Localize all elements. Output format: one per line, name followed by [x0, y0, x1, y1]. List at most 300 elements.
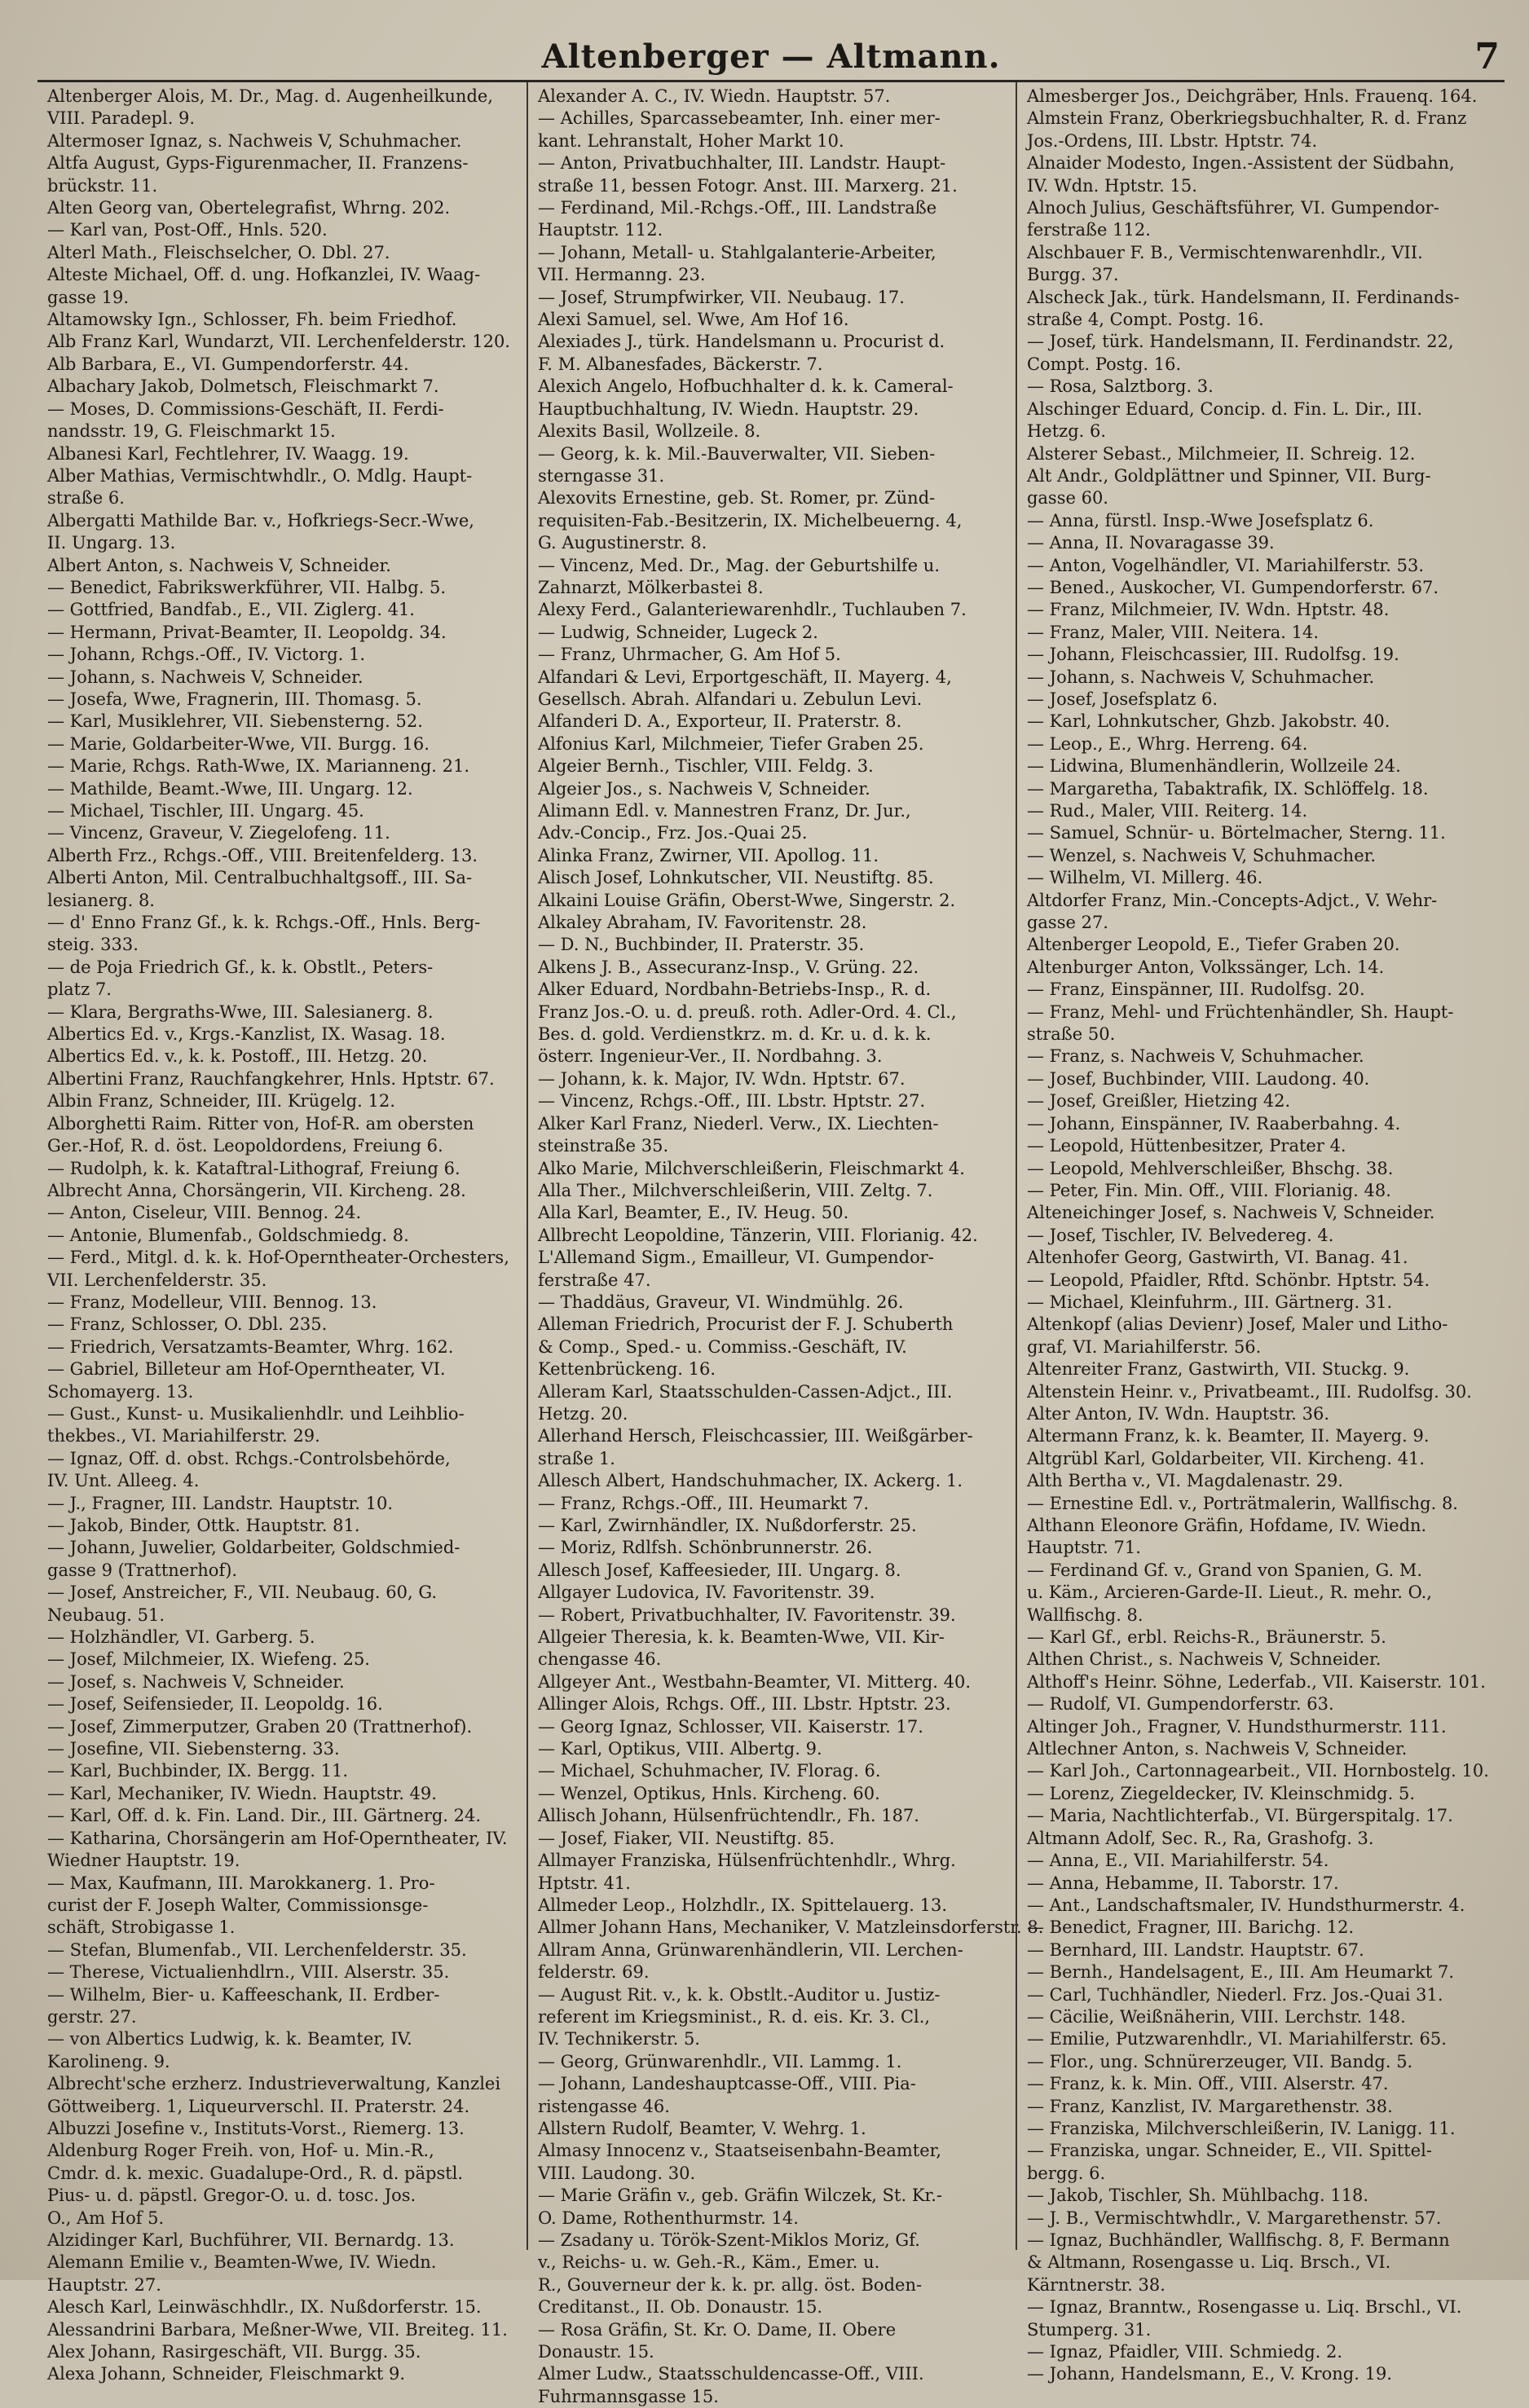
directory-entry-line: — Johann, Fleischcassier, III. Rudolfsg. 19.: [1026, 645, 1399, 665]
directory-entry-line: — Karl, Optikus, VIII. Albertg. 9.: [537, 1739, 822, 1759]
directory-entry-line: Franz Jos.-O. u. d. preuß. roth. Adler-Ord. 4. Cl.,: [537, 1001, 957, 1022]
directory-entry-line: VII. Hermanng. 23.: [537, 265, 706, 285]
directory-entry-line: — Georg, Grünwarenhdlr., VII. Lammg. 1.: [537, 2051, 902, 2071]
directory-entry-line: — Flor., ung. Schnürerzeuger, VII. Bandg. 5.: [1026, 2051, 1413, 2071]
directory-entry-line: thekbes., VI. Mariahilferstr. 29.: [47, 1426, 320, 1446]
directory-entry-line: Althoff's Heinr. Söhne, Lederfab., VII. Kaiserstr. 101.: [1026, 1671, 1486, 1692]
directory-entry-line: — Josef, Zimmerputzer, Graben 20 (Trattnerhof).: [47, 1716, 473, 1737]
directory-entry-line: IV. Wdn. Hptstr. 15.: [1026, 175, 1197, 196]
directory-entry-line: — Robert, Privatbuchhalter, IV. Favoritenstr. 39.: [537, 1605, 956, 1625]
directory-entry-line: Fuhrmannsgasse 15.: [537, 2386, 719, 2406]
directory-entry-line: — Franz, Uhrmacher, G. Am Hof 5.: [537, 645, 841, 665]
directory-entry-line: — d' Enno Franz Gf., k. k. Rchgs.-Off., Hnls. Berg-: [47, 913, 481, 933]
directory-entry-line: Allesch Albert, Handschuhmacher, IX. Ackerg. 1.: [537, 1471, 963, 1491]
directory-entry-line: — Marie, Goldarbeiter-Wwe, VII. Burgg. 16.: [47, 733, 430, 754]
directory-entry-line: — Wilhelm, VI. Millerg. 46.: [1026, 868, 1263, 888]
directory-entry-line: — Lorenz, Ziegeldecker, IV. Kleinschmidg. 5.: [1026, 1783, 1416, 1803]
directory-entry-line: steinstraße 35.: [537, 1136, 669, 1156]
directory-entry-line: G. Augustinerstr. 8.: [537, 533, 707, 553]
directory-entry-line: — Cäcilie, Weißnäherin, VIII. Lerchstr. 148.: [1026, 2006, 1406, 2027]
directory-entry-line: Altdorfer Franz, Min.-Concepts-Adjct., V. Wehr-: [1026, 890, 1438, 910]
directory-entry-line: — Franz, Rchgs.-Off., III. Heumarkt 7.: [537, 1493, 870, 1513]
directory-entry-line: Alinka Franz, Zwirner, VII. Apollog. 11.: [537, 845, 879, 865]
directory-entry-line: v., Reichs- u. w. Geh.-R., Käm., Emer. u.: [537, 2252, 880, 2273]
directory-entry-line: Ger.-Hof, R. d. öst. Leopoldordens, Freiung 6.: [47, 1136, 443, 1156]
directory-entry-line: — Jakob, Binder, Ottk. Hauptstr. 81.: [47, 1516, 360, 1535]
directory-entry-line: graf, VI. Mariahilferstr. 56.: [1026, 1336, 1262, 1357]
directory-entry-line: — Josef, Seifensieder, II. Leopoldg. 16.: [47, 1694, 383, 1715]
directory-entry-line: — Josef, Josefsplatz 6.: [1026, 689, 1218, 709]
directory-entry-line: Altenburger Anton, Volkssänger, Lch. 14.: [1026, 957, 1385, 977]
directory-entry-line: Albertics Ed. v., k. k. Postoff., III. Hetzg. 20.: [47, 1046, 428, 1067]
directory-entry-line: — Benedict, Fabrikswerkführer, VII. Halbg. 5.: [47, 577, 447, 597]
directory-entry-line: Allesch Josef, Kaffeesieder, III. Ungarg. 8.: [537, 1560, 901, 1580]
directory-entry-line: — Therese, Victualienhdlrn., VIII. Alserstr. 35.: [47, 1962, 450, 1983]
directory-entry-line: — Gust., Kunst- u. Musikalienhdlr. und Leihblio-: [47, 1403, 465, 1424]
directory-entry-line: Compt. Postg. 16.: [1026, 354, 1182, 374]
directory-entry-line: Hauptstr. 112.: [537, 220, 663, 240]
directory-entry-line: Alexi Samuel, sel. Wwe, Am Hof 16.: [537, 310, 849, 330]
directory-entry-line: — Holzhändler, VI. Garberg. 5.: [47, 1627, 315, 1648]
directory-entry-line: Alborghetti Raim. Ritter von, Hof-R. am obersten: [47, 1113, 474, 1134]
directory-entry-line: gasse 60.: [1026, 488, 1108, 508]
directory-entry-line: — Carl, Tuchhändler, Niederl. Frz. Jos.-Quai 31.: [1026, 1984, 1443, 2005]
directory-entry-line: — Hermann, Privat-Beamter, II. Leopoldg. 34.: [47, 622, 447, 642]
directory-entry-line: Altfa August, Gyps-Figurenmacher, II. Franzens-: [47, 153, 469, 174]
directory-entry-line: Allgeier Theresia, k. k. Beamten-Wwe, VII. Kir-: [537, 1627, 945, 1648]
directory-entry-line: Altgrübl Karl, Goldarbeiter, VII. Kircheng. 41.: [1026, 1448, 1425, 1468]
directory-entry-line: Alla Karl, Beamter, E., IV. Heug. 50.: [537, 1203, 849, 1223]
directory-entry-line: — Katharina, Chorsängerin am Hof-Operntheater, IV.: [47, 1828, 508, 1848]
directory-entry-line: — Ernestine Edl. v., Porträtmalerin, Wallfischg. 8.: [1026, 1493, 1458, 1513]
directory-entry-line: Allbrecht Leopoldine, Tänzerin, VIII. Florianig. 42.: [537, 1225, 978, 1245]
directory-entry-line: — Bernh., Handelsagent, E., III. Am Heumarkt 7.: [1026, 1962, 1455, 1983]
directory-entry-line: Alberti Anton, Mil. Centralbuchhaltgsoff., III. Sa-: [47, 868, 473, 888]
directory-entry-line: Alten Georg van, Obertelegrafist, Whrng. 202.: [47, 198, 451, 218]
directory-entry-line: L'Allemand Sigm., Emailleur, VI. Gumpendor-: [537, 1248, 934, 1268]
directory-entry-line: — Maria, Nachtlichterfab., VI. Bürgerspitalg. 17.: [1026, 1806, 1453, 1826]
directory-entry-line: — Josef, Tischler, IV. Belvedereg. 4.: [1026, 1225, 1334, 1245]
directory-entry-line: — Vincenz, Graveur, V. Ziegelofeng. 11.: [47, 823, 390, 843]
directory-entry-line: — Moriz, Rdlfsh. Schönbrunnerstr. 26.: [537, 1538, 873, 1558]
directory-entry-line: Alleram Karl, Staatsschulden-Cassen-Adjct., III.: [537, 1381, 953, 1402]
directory-entry-line: Schomayerg. 13.: [47, 1381, 194, 1402]
column-middle: [527, 82, 1044, 2406]
directory-entry-line: Albert Anton, s. Nachweis V, Schneider.: [47, 555, 391, 575]
directory-entry-line: Albachary Jakob, Dolmetsch, Fleischmarkt 7.: [47, 376, 439, 397]
directory-entry-line: — J., Fragner, III. Landstr. Hauptstr. 10.: [47, 1493, 393, 1513]
directory-entry-line: — Johann, k. k. Major, IV. Wdn. Hptstr. 67.: [537, 1068, 906, 1089]
directory-entry-line: ferstraße 112.: [1026, 220, 1151, 240]
directory-entry-line: — Ferdinand, Mil.-Rchgs.-Off., III. Landstraße: [537, 198, 937, 218]
directory-entry-line: — Vincenz, Med. Dr., Mag. der Geburtshilfe u.: [537, 555, 941, 575]
directory-entry-line: Alesch Karl, Leinwäschhdlr., IX. Nußdorferstr. 15.: [47, 2297, 482, 2318]
directory-entry-line: Karolineng. 9.: [47, 2051, 170, 2071]
directory-entry-line: — D. N., Buchbinder, II. Praterstr. 35.: [537, 935, 865, 955]
directory-entry-line: — Karl van, Post-Off., Hnls. 520.: [47, 220, 328, 240]
directory-entry-line: platz 7.: [47, 979, 112, 1000]
directory-entry-line: Alth Bertha v., VI. Magdalenastr. 29.: [1026, 1471, 1344, 1491]
directory-entry-line: schäft, Strobigasse 1.: [47, 1917, 236, 1938]
directory-entry-line: — Bened., Auskocher, VI. Gumpendorferstr. 67.: [1026, 577, 1439, 597]
directory-entry-line: — Klara, Bergraths-Wwe, III. Salesianerg. 8.: [47, 1001, 434, 1022]
directory-entry-line: — Josefine, VII. Siebensterng. 33.: [47, 1739, 340, 1759]
directory-entry-line: Alzidinger Karl, Buchführer, VII. Bernardg. 13.: [47, 2230, 455, 2250]
directory-entry-line: Almasy Innocenz v., Staatseisenbahn-Beamter,: [537, 2141, 942, 2161]
directory-entry-line: — Johann, Einspänner, IV. Raaberbahng. 4.: [1026, 1113, 1401, 1134]
directory-entry-line: Alfonius Karl, Milchmeier, Tiefer Graben 25.: [537, 733, 924, 754]
directory-entry-line: — Gottfried, Bandfab., E., VII. Ziglerg. 41.: [47, 600, 415, 620]
directory-entry-line: u. Käm., Arcieren-Garde-II. Lieut., R. mehr. O.,: [1026, 1583, 1432, 1603]
directory-entry-line: — Karl, Off. d. k. Fin. Land. Dir., III. Gärtnerg. 24.: [47, 1806, 482, 1826]
directory-entry-line: — Josef, Greißler, Hietzing 42.: [1026, 1091, 1291, 1112]
directory-entry-line: — Ant., Landschaftsmaler, IV. Hundsthurmerstr. 4.: [1026, 1895, 1465, 1915]
directory-entry-line: & Comp., Sped.- u. Commiss.-Geschäft, IV.: [537, 1336, 907, 1357]
directory-entry-line: — Anton, Privatbuchhalter, III. Landstr. Haupt-: [537, 153, 946, 174]
directory-entry-line: Alla Ther., Milchverschleißerin, VIII. Zeltg. 7.: [537, 1180, 933, 1200]
directory-entry-line: — Ignaz, Buchhändler, Wallfischg. 8, F. Bermann: [1026, 2230, 1450, 2250]
directory-entry-line: nandsstr. 19, G. Fleischmarkt 15.: [47, 421, 336, 442]
directory-entry-line: — Ludwig, Schneider, Lugeck 2.: [537, 622, 818, 642]
directory-entry-line: — Anton, Ciseleur, VIII. Bennog. 24.: [47, 1203, 362, 1223]
directory-entry-line: Allgeyer Ant., Westbahn-Beamter, VI. Mitterg. 40.: [537, 1671, 972, 1692]
directory-entry-line: Cmdr. d. k. mexic. Guadalupe-Ord., R. d. päpstl.: [47, 2163, 464, 2183]
directory-entry-line: Alb Barbara, E., VI. Gumpendorferstr. 44.: [47, 354, 409, 374]
directory-entry-line: — Josef, Milchmeier, IX. Wiefeng. 25.: [47, 1649, 370, 1670]
directory-entry-line: brückstr. 11.: [47, 175, 158, 196]
directory-entry-line: — Thaddäus, Graveur, VI. Windmühlg. 26.: [537, 1292, 904, 1312]
directory-entry-line: Altenstein Heinr. v., Privatbeamt., III. Rudolfsg. 30.: [1026, 1381, 1472, 1402]
directory-entry-line: Allgayer Ludovica, IV. Favoritenstr. 39.: [537, 1583, 875, 1603]
directory-entry-line: felderstr. 69.: [537, 1962, 650, 1983]
directory-entry-line: — Bernhard, III. Landstr. Hauptstr. 67.: [1026, 1939, 1364, 1960]
directory-entry-line: Neubaug. 51.: [47, 1605, 165, 1625]
directory-entry-line: — Marie, Rchgs. Rath-Wwe, IX. Marianneng. 21.: [47, 756, 470, 777]
directory-entry-line: — Michael, Tischler, III. Ungarg. 45.: [47, 801, 364, 821]
directory-entry-line: — Jakob, Tischler, Sh. Mühlbachg. 118.: [1026, 2186, 1369, 2206]
directory-entry-line: bergg. 6.: [1026, 2163, 1106, 2183]
directory-entry-line: — Franz, Schlosser, O. Dbl. 235.: [47, 1314, 328, 1335]
directory-entry-line: straße 6.: [47, 488, 125, 508]
directory-entry-line: Hauptstr. 71.: [1026, 1538, 1141, 1558]
directory-entry-line: Althen Christ., s. Nachweis V, Schneider.: [1026, 1649, 1381, 1670]
directory-entry-line: — Lidwina, Blumenhändlerin, Wollzeile 24.: [1026, 756, 1401, 777]
directory-entry-line: Alnoch Julius, Geschäftsführer, VI. Gumpendor-: [1026, 198, 1439, 218]
directory-entry-line: Alfandari & Levi, Erportgeschäft, II. Mayerg. 4,: [537, 667, 952, 687]
directory-entry-line: Alteneichinger Josef, s. Nachweis V, Schneider.: [1026, 1203, 1435, 1223]
directory-entry-line: Allerhand Hersch, Fleischcassier, III. Weißgärber-: [537, 1426, 973, 1446]
directory-entry-line: — Zsadany u. Török-Szent-Miklos Moriz, Gf.: [537, 2230, 920, 2250]
directory-entry-line: Alschbauer F. B., Vermischtenwarenhdlr., VII.: [1026, 242, 1423, 262]
directory-entry-line: — Karl, Zwirnhändler, IX. Nußdorferstr. 25.: [537, 1516, 917, 1535]
directory-entry-line: Albergatti Mathilde Bar. v., Hofkriegs-Secr.-Wwe,: [47, 510, 474, 530]
directory-entry-line: Algeier Jos., s. Nachweis V, Schneider.: [537, 778, 870, 799]
directory-entry-line: Allram Anna, Grünwarenhändlerin, VII. Lerchen-: [537, 1939, 963, 1960]
directory-entry-line: Burgg. 37.: [1026, 265, 1119, 285]
directory-entry-line: Alt Andr., Goldplättner und Spinner, VII. Burg-: [1026, 465, 1431, 486]
directory-entry-line: Alnaider Modesto, Ingen.-Assistent der Südbahn,: [1026, 153, 1455, 174]
directory-entry-line: — Franz, Kanzlist, IV. Margarethenstr. 38.: [1026, 2096, 1393, 2116]
directory-entry-line: — Johann, Juwelier, Goldarbeiter, Goldschmied-: [47, 1538, 460, 1558]
directory-entry-line: — Josef, Strumpfwirker, VII. Neubaug. 17.: [537, 287, 905, 307]
directory-entry-line: Albrecht Anna, Chorsängerin, VII. Kircheng. 28.: [47, 1180, 466, 1200]
directory-entry-line: — Leopold, Pfaidler, Rftd. Schönbr. Hptstr. 54.: [1026, 1270, 1430, 1290]
directory-entry-line: Altamowsky Ign., Schlosser, Fh. beim Friedhof.: [47, 310, 457, 330]
directory-entry-line: — Rud., Maler, VIII. Reiterg. 14.: [1026, 801, 1308, 821]
directory-entry-line: gasse 9 (Trattnerhof).: [47, 1560, 238, 1580]
directory-entry-line: — Wenzel, s. Nachweis V, Schuhmacher.: [1026, 845, 1377, 865]
directory-entry-line: — August Rit. v., k. k. Obstlt.-Auditor u. Justiz-: [537, 1984, 941, 2005]
directory-entry-line: Altermann Franz, k. k. Beamter, II. Mayerg. 9.: [1026, 1426, 1430, 1446]
directory-entry-line: Althann Eleonore Gräfin, Hofdame, IV. Wiedn.: [1026, 1516, 1427, 1535]
directory-entry-line: — Franziska, ungar. Schneider, E., VII. Spittel-: [1026, 2141, 1432, 2161]
directory-entry-line: Alisch Josef, Lohnkutscher, VII. Neustiftg. 85.: [537, 868, 934, 888]
directory-entry-line: — Franz, Einspänner, III. Rudolfsg. 20.: [1026, 979, 1365, 1000]
column-left: [37, 82, 527, 2384]
directory-entry-line: — Franziska, Milchverschleißerin, IV. Lanigg. 11.: [1026, 2118, 1456, 2138]
directory-entry-line: — Karl, Lohnkutscher, Ghzb. Jakobstr. 40.: [1026, 711, 1390, 732]
directory-entry-line: — Johann, s. Nachweis V, Schneider.: [47, 667, 364, 687]
directory-entry-line: Allmayer Franziska, Hülsenfrüchtenhdlr., Whrg.: [537, 1851, 956, 1871]
directory-entry-line: — Karl, Mechaniker, IV. Wiedn. Hauptstr. 49.: [47, 1783, 437, 1803]
directory-entry-line: — Johann, Landeshauptcasse-Off., VIII. Pia-: [537, 2074, 916, 2094]
directory-entry-line: Pius- u. d. päpstl. Gregor-O. u. d. tosc. Jos.: [47, 2186, 416, 2206]
directory-entry-line: Göttweiberg. 1, Liqueurverschl. II. Praterstr. 24.: [47, 2096, 470, 2116]
directory-entry-line: Kettenbrückeng. 16.: [537, 1359, 716, 1380]
directory-entry-line: straße 11, bessen Fotogr. Anst. III. Marxerg. 21.: [537, 175, 958, 196]
directory-entry-line: — Karl Joh., Cartonnagearbeit., VII. Hornbostelg. 10.: [1026, 1761, 1489, 1781]
directory-entry-line: — Samuel, Schnür- u. Börtelmacher, Sterng. 11.: [1026, 823, 1446, 843]
directory-entry-line: Allinger Alois, Rchgs. Off., III. Lbstr. Hptstr. 23.: [537, 1694, 951, 1715]
directory-entry-line: Alexiades J., türk. Handelsmann u. Procurist d.: [537, 332, 945, 352]
directory-entry-line: — Rosa, Salztborg. 3.: [1026, 376, 1214, 397]
directory-entry-line: — Ignaz, Pfaidler, VIII. Schmiedg. 2.: [1026, 2342, 1343, 2362]
directory-entry-line: — Johann, Rchgs.-Off., IV. Victorg. 1.: [47, 645, 366, 665]
directory-entry-line: — Mathilde, Beamt.-Wwe, III. Ungarg. 12.: [47, 778, 413, 799]
directory-entry-line: — Franz, Mehl- und Früchtenhändler, Sh. Haupt-: [1026, 1001, 1454, 1022]
page-header: [37, 31, 1505, 78]
directory-entry-line: Alteste Michael, Off. d. ung. Hofkanzlei, IV. Waag-: [47, 265, 481, 285]
directory-entry-line: straße 4, Compt. Postg. 16.: [1026, 310, 1264, 330]
directory-entry-line: Alschinger Eduard, Concip. d. Fin. L. Dir., III.: [1026, 398, 1423, 419]
directory-entry-line: — Karl, Buchbinder, IX. Bergg. 11.: [47, 1761, 348, 1781]
directory-entry-line: Alemann Emilie v., Beamten-Wwe, IV. Wiedn.: [47, 2252, 437, 2273]
directory-entry-line: — Johann, Metall- u. Stahlgalanterie-Arbeiter,: [537, 242, 936, 262]
directory-entry-line: Hetzg. 20.: [537, 1403, 628, 1424]
directory-entry-line: referent im Kriegsminist., R. d. eis. Kr. 3. Cl.,: [537, 2006, 931, 2027]
directory-entry-line: — Josef, Buchbinder, VIII. Laudong. 40.: [1026, 1068, 1370, 1089]
directory-entry-line: Aldenburg Roger Freih. von, Hof- u. Min.-R.,: [47, 2141, 434, 2161]
directory-entry-line: — Anna, fürstl. Insp.-Wwe Josefsplatz 6.: [1026, 510, 1374, 530]
directory-entry-line: Altmann Adolf, Sec. R., Ra, Grashofg. 3.: [1026, 1828, 1374, 1848]
directory-entry-line: — Josef, Anstreicher, F., VII. Neubaug. 60, G.: [47, 1583, 438, 1603]
directory-entry-line: Alkens J. B., Assecuranz-Insp., V. Grüng. 22.: [537, 957, 919, 977]
directory-entry-line: — Georg Ignaz, Schlosser, VII. Kaiserstr. 17.: [537, 1716, 923, 1737]
directory-entry-line: — Franz, Maler, VIII. Neitera. 14.: [1026, 622, 1320, 642]
directory-entry-line: — Achilles, Sparcassebeamter, Inh. einer mer-: [537, 108, 941, 129]
directory-entry-line: Algeier Bernh., Tischler, VIII. Feldg. 3.: [537, 756, 874, 777]
directory-entry-line: — Anton, Vogelhändler, VI. Mariahilferstr. 53.: [1026, 555, 1424, 575]
directory-entry-line: IV. Technikerstr. 5.: [537, 2029, 700, 2049]
directory-entry-line: — Josef, s. Nachweis V, Schneider.: [47, 1671, 345, 1692]
directory-entry-line: ristengasse 46.: [537, 2096, 670, 2116]
directory-entry-line: Alex Johann, Rasirgeschäft, VII. Burgg. 35.: [47, 2342, 421, 2362]
directory-entry-line: — Margaretha, Tabaktrafik, IX. Schlöffelg. 18.: [1026, 778, 1429, 799]
directory-entry-line: Creditanst., II. Ob. Donaustr. 15.: [537, 2297, 823, 2318]
directory-entry-line: Altinger Joh., Fragner, V. Hundsthurmerstr. 111.: [1026, 1716, 1447, 1737]
directory-entry-line: — Emilie, Putzwarenhdlr., VI. Mariahilferstr. 65.: [1026, 2029, 1447, 2049]
directory-entry-line: requisiten-Fab.-Besitzerin, IX. Michelbeuerng. 4,: [537, 510, 963, 530]
directory-entry-line: — Franz, Modelleur, VIII. Bennog. 13.: [47, 1292, 377, 1312]
directory-entry-line: Bes. d. gold. Verdienstkrz. m. d. Kr. u. d. k. k.: [537, 1024, 932, 1045]
directory-entry-line: Alscheck Jak., türk. Handelsmann, II. Ferdinands-: [1026, 287, 1460, 307]
directory-entry-line: Altenberger Alois, M. Dr., Mag. d. Augenheilkunde,: [47, 86, 493, 106]
directory-entry-line: R., Gouverneur der k. k. pr. allg. öst. Boden-: [537, 2274, 923, 2295]
directory-entry-line: — Moses, D. Commissions-Geschäft, II. Ferdi-: [47, 398, 444, 419]
directory-entry-line: Wiedner Hauptstr. 19.: [47, 1851, 240, 1871]
directory-entry-line: — Karl, Musiklehrer, VII. Siebensterng. 52.: [47, 711, 423, 732]
directory-entry-line: — Anna, E., VII. Mariahilferstr. 54.: [1026, 1851, 1329, 1871]
directory-entry-line: Wallfischg. 8.: [1026, 1605, 1143, 1625]
directory-entry-line: Stumperg. 31.: [1026, 2319, 1152, 2340]
directory-entry-line: gasse 19.: [47, 287, 130, 307]
directory-entry-line: Alimann Edl. v. Mannestren Franz, Dr. Jur.,: [537, 801, 911, 821]
directory-entry-line: — Ferdinand Gf. v., Grand von Spanien, G. M.: [1026, 1560, 1423, 1580]
directory-entry-line: VIII. Paradepl. 9.: [47, 108, 196, 129]
directory-entry-line: — Karl Gf., erbl. Reichs-R., Bräunerstr. 5.: [1026, 1627, 1386, 1648]
directory-entry-line: — Benedict, Fragner, III. Barichg. 12.: [1026, 1917, 1355, 1938]
directory-entry-line: — Michael, Kleinfuhrm., III. Gärtnerg. 31.: [1026, 1292, 1393, 1312]
directory-entry-line: — Rosa Gräfin, St. Kr. O. Dame, II. Obere: [537, 2319, 897, 2340]
directory-entry-line: VII. Lerchenfelderstr. 35.: [47, 1270, 267, 1290]
page-number: 7: [1474, 36, 1500, 77]
directory-entry-line: Albertics Ed. v., Krgs.-Kanzlist, IX. Wasag. 18.: [47, 1024, 446, 1045]
directory-entry-line: — Anna, II. Novaragasse 39.: [1026, 533, 1275, 553]
directory-entry-line: sterngasse 31.: [537, 465, 665, 486]
directory-entry-line: Alker Karl Franz, Niederl. Verw., IX. Liechten-: [537, 1113, 939, 1134]
directory-entry-line: F. M. Albanesfades, Bäckerstr. 7.: [537, 354, 823, 374]
directory-entry-line: — Marie Gräfin v., geb. Gräfin Wilczek, St. Kr.-: [537, 2186, 943, 2206]
directory-entry-line: Altenreiter Franz, Gastwirth, VII. Stuckg. 9.: [1026, 1359, 1410, 1380]
directory-entry-line: O., Am Hof 5.: [47, 2208, 165, 2228]
directory-entry-line: gasse 27.: [1026, 913, 1108, 933]
directory-entry-line: Jos.-Ordens, III. Lbstr. Hptstr. 74.: [1026, 130, 1318, 151]
directory-entry-line: — Leop., E., Whrg. Herreng. 64.: [1026, 733, 1308, 754]
directory-entry-line: Almstein Franz, Oberkriegsbuchhalter, R. d. Franz: [1026, 108, 1467, 129]
directory-entry-line: Hauptbuchhaltung, IV. Wiedn. Hauptstr. 29.: [537, 398, 919, 419]
directory-entry-line: straße 50.: [1026, 1024, 1116, 1045]
directory-entry-line: gerstr. 27.: [47, 2006, 137, 2027]
directory-entry-line: — Antonie, Blumenfab., Goldschmiedg. 8.: [47, 1225, 409, 1245]
directory-entry-line: chengasse 46.: [537, 1649, 662, 1670]
directory-entry-line: Albin Franz, Schneider, III. Krügelg. 12.: [47, 1091, 395, 1112]
directory-entry-line: Altenhofer Georg, Gastwirth, VI. Banag. 41.: [1026, 1248, 1408, 1268]
directory-entry-line: ferstraße 47.: [537, 1270, 651, 1290]
directory-entry-line: Alber Mathias, Vermischtwhdlr., O. Mdlg. Haupt-: [47, 465, 473, 486]
directory-entry-line: & Altmann, Rosengasse u. Liq. Brsch., VI.: [1026, 2252, 1391, 2273]
directory-entry-line: Alexy Ferd., Galanteriewarenhdlr., Tuchlauben 7.: [537, 600, 967, 620]
directory-entry-line: Almesberger Jos., Deichgräber, Hnls. Frauenq. 164.: [1026, 86, 1478, 106]
directory-entry-line: Allmeder Leop., Holzhdlr., IX. Spittelauerg. 13.: [537, 1895, 948, 1915]
directory-entry-line: Altermoser Ignaz, s. Nachweis V, Schuhmacher.: [47, 130, 462, 151]
directory-entry-line: — Georg, k. k. Mil.-Bauverwalter, VII. Sieben-: [537, 443, 936, 464]
directory-entry-line: — de Poja Friedrich Gf., k. k. Obstlt., Peters-: [47, 957, 434, 977]
directory-entry-line: Alkaini Louise Gräfin, Oberst-Wwe, Singerstr. 2.: [537, 890, 956, 910]
directory-entry-line: straße 1.: [537, 1448, 615, 1468]
directory-entry-line: steig. 333.: [47, 935, 139, 955]
directory-entry-line: Alterl Math., Fleischselcher, O. Dbl. 27.: [47, 242, 390, 262]
directory-entry-line: — Josef, türk. Handelsmann, II. Ferdinandstr. 22,: [1026, 332, 1454, 352]
directory-entry-line: Allmer Johann Hans, Mechaniker, V. Matzleinsdorferstr. 8.: [537, 1917, 1044, 1938]
directory-entry-line: — Vincenz, Rchgs.-Off., III. Lbstr. Hptstr. 27.: [537, 1091, 926, 1112]
directory-entry-line: Alko Marie, Milchverschleißerin, Fleischmarkt 4.: [537, 1158, 965, 1178]
directory-columns: [37, 82, 1505, 2406]
directory-entry-line: Almer Ludw., Staatsschuldencasse-Off., VIII.: [537, 2364, 924, 2384]
directory-entry-line: — Gabriel, Billeteur am Hof-Operntheater, VI.: [47, 1359, 446, 1380]
directory-entry-line: Alexits Basil, Wollzeile. 8.: [537, 421, 761, 442]
directory-entry-line: — Michael, Schuhmacher, IV. Florag. 6.: [537, 1761, 881, 1781]
directory-entry-line: — J. B., Vermischtwhdlr., V. Margarethenstr. 57.: [1026, 2208, 1442, 2228]
directory-entry-line: Alexa Johann, Schneider, Fleischmarkt 9.: [47, 2364, 405, 2384]
directory-entry-line: — Rudolf, VI. Gumpendorferstr. 63.: [1026, 1694, 1334, 1715]
running-head: Altenberger — Altmann.: [541, 37, 1001, 76]
directory-entry-line: Alexovits Ernestine, geb. St. Romer, pr. Zünd-: [537, 488, 936, 508]
directory-entry-line: kant. Lehranstalt, Hoher Markt 10.: [537, 130, 844, 151]
directory-entry-line: Hptstr. 41.: [537, 1873, 631, 1893]
directory-entry-line: Albertini Franz, Rauchfangkehrer, Hnls. Hptstr. 67.: [47, 1068, 495, 1089]
directory-entry-line: — Josefa, Wwe, Fragnerin, III. Thomasg. 5.: [47, 689, 422, 709]
directory-entry-line: — Friedrich, Versatzamts-Beamter, Whrg. 162.: [47, 1336, 454, 1357]
directory-entry-line: Alessandrini Barbara, Meßner-Wwe, VII. Breiteg. 11.: [47, 2319, 508, 2340]
directory-entry-line: lesianerg. 8.: [47, 890, 155, 910]
directory-entry-line: Albrecht'sche erzherz. Industrieverwaltung, Kanzlei: [47, 2074, 501, 2094]
directory-entry-line: VIII. Laudong. 30.: [537, 2163, 696, 2183]
directory-entry-line: Allisch Johann, Hülsenfrüchtendlr., Fh. 187.: [537, 1806, 919, 1826]
directory-entry-line: Altenberger Leopold, E., Tiefer Graben 20.: [1026, 935, 1400, 955]
directory-entry-line: — Leopold, Mehlverschleißer, Bhschg. 38.: [1026, 1158, 1394, 1178]
directory-entry-line: Gesellsch. Abrah. Alfandari u. Zebulun Levi.: [537, 689, 923, 709]
directory-entry-line: — Ferd., Mitgl. d. k. k. Hof-Operntheater-Orchesters,: [47, 1248, 509, 1268]
directory-entry-line: — Ignaz, Off. d. obst. Rchgs.-Controlsbehörde,: [47, 1448, 451, 1468]
directory-entry-line: — Max, Kaufmann, III. Marokkanerg. 1. Pro-: [47, 1873, 435, 1893]
directory-entry-line: Alexander A. C., IV. Wiedn. Hauptstr. 57.: [537, 86, 891, 106]
directory-entry-line: II. Ungarg. 13.: [47, 533, 176, 553]
directory-entry-line: — Franz, k. k. Min. Off., VIII. Alserstr. 47.: [1026, 2074, 1389, 2094]
directory-entry-line: curist der F. Joseph Walter, Commissionsge-: [47, 1895, 429, 1915]
directory-entry-line: — Josef, Fiaker, VII. Neustiftg. 85.: [537, 1828, 835, 1848]
directory-entry-line: Adv.-Concip., Frz. Jos.-Quai 25.: [537, 823, 808, 843]
directory-entry-line: IV. Unt. Alleeg. 4.: [47, 1471, 200, 1491]
directory-entry-line: O. Dame, Rothenthurmstr. 14.: [537, 2208, 799, 2228]
directory-entry-line: — Franz, Milchmeier, IV. Wdn. Hptstr. 48.: [1026, 600, 1390, 620]
directory-entry-line: — Leopold, Hüttenbesitzer, Prater 4.: [1026, 1136, 1346, 1156]
directory-entry-line: — Wilhelm, Bier- u. Kaffeeschank, II. Erdber-: [47, 1984, 440, 2005]
directory-entry-line: Alsterer Sebast., Milchmeier, II. Schreig. 12.: [1026, 443, 1416, 464]
directory-entry-line: Hetzg. 6.: [1026, 421, 1107, 442]
directory-entry-line: Alker Eduard, Nordbahn-Betriebs-Insp., R. d.: [537, 979, 932, 1000]
directory-entry-line: Alter Anton, IV. Wdn. Hauptstr. 36.: [1026, 1403, 1330, 1424]
directory-entry-line: österr. Ingenieur-Ver., II. Nordbahng. 3.: [537, 1046, 883, 1067]
directory-entry-line: Altlechner Anton, s. Nachweis V, Schneider.: [1026, 1739, 1408, 1759]
directory-entry-line: Alfanderi D. A., Exporteur, II. Praterstr. 8.: [537, 711, 902, 732]
directory-entry-line: Kärntnerstr. 38.: [1026, 2274, 1165, 2295]
directory-entry-line: — Rudolph, k. k. Kataftral-Lithograf, Freiung 6.: [47, 1158, 460, 1178]
directory-entry-line: Alb Franz Karl, Wundarzt, VII. Lerchenfelderstr. 120.: [47, 332, 510, 352]
directory-entry-line: — Stefan, Blumenfab., VII. Lerchenfelderstr. 35.: [47, 1939, 467, 1960]
directory-entry-line: Altenkopf (alias Devienr) Josef, Maler und Litho-: [1026, 1314, 1448, 1335]
directory-entry-line: — Peter, Fin. Min. Off., VIII. Florianig. 48.: [1026, 1180, 1391, 1200]
directory-entry-line: — Ignaz, Branntw., Rosengasse u. Liq. Brschl., VI.: [1026, 2297, 1462, 2318]
